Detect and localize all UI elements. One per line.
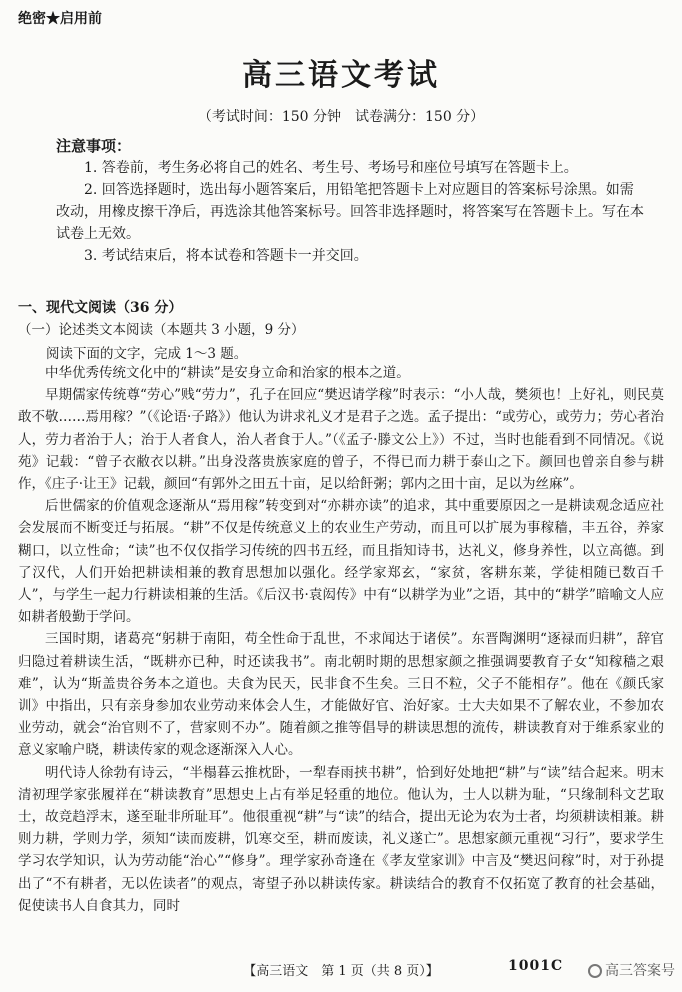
subsection-heading: （一）论述类文本阅读（本题共 3 小题，9 分） [18, 322, 305, 338]
reading-passage [18, 362, 664, 917]
watermark [588, 960, 675, 980]
watermark-text: 高三答案号 [605, 963, 675, 979]
section-heading: 一、现代文阅读（36 分） [18, 300, 183, 316]
passage-paragraph-4: 三国时期，诸葛亮“躬耕于南阳，苟全性命于乱世，不求闻达于诸侯”。东晋陶渊明“逐禄而归耕”，辞官归隐过着耕读生活，“既耕亦已种，时还读我书”。南北朝时期的思想家颜之推强调要教育子女“知稼穑之艰难”，认为“斯盖贵谷务本之道也。夫食为民天，民非食不生矣。三日不粒，父子不能相存”。他在《颜氏家训》中指出，只有亲身参加农业劳动来体会人生，才能做好官、治好家。士大夫如果不了解农业，不参加农业劳动，就会“治官则不了，营家则不办”。随着颜之推等倡导的耕读思想的流传，耕读教育对于维系家业的意义家喻户晓，耕读传家的观念逐渐深入人心。 [18, 631, 664, 759]
reading-instruction: 阅读下面的文字，完成 1～3 题。 [46, 346, 248, 362]
passage-paragraph-2: 早期儒家传统尊“劳心”贱“劳力”，孔子在回应“樊迟请学稼”时表示：“小人哉，樊须也！上好礼，则民莫敢不敬……焉用稼？”（《论语·子路》）他认为讲求礼义才是君子之选。孟子提出：“或劳心，或劳力；劳心者治人，劳力者治于人；治于人者食人，治人者食于人。”（《孟子·滕文公上》）不过，当时也能看到不同情况。《说苑》记载：“曾子衣敝衣以耕。”出身没落贵族家庭的曾子，不得已而力耕于泰山之下。颜回也曾亲自参与耕作，《庄子·让王》记载，颜回“有郭外之田五十亩，足以给飦粥；郭内之田十亩，足以为丝麻”。 [18, 387, 664, 493]
note-item-1: 1. 答卷前，考生务必将自己的姓名、考生号、考场号和座位号填写在答题卡上。 [84, 160, 578, 176]
page-title: 高三语文考试 [242, 58, 440, 93]
exam-code: 1001C [508, 958, 564, 974]
passage-paragraph-5: 明代诗人徐勃有诗云，“半榻暮云推枕卧，一犁春雨挟书耕”，恰到好处地把“耕”与“读”结合起来。明末清初理学家张履祥在“耕读教育”思想史上占有举足轻重的地位。他认为，士人以耕为耻，“只缘制科文艺取士，故竞趋浮末，遂至耻非所耻耳”。他很重视“耕”与“读”的结合，提出无论为农为士者，均须耕读相兼。耕则力耕，学则力学，须知“读而废耕，饥寒交至，耕而废读，礼义遂亡”。思想家颜元重视“习行”，要求学生学习农学知识，认为劳动能“治心”“修身”。理学家孙奇逢在《孝友堂家训》中言及“樊迟问稼”时，对于孙提出了“不有耕者，无以佐读者”的观点，寄望子孙以耕读传家。耕读结合的教育不仅拓宽了教育的社会基础，促使读书人自食其力，同时 [18, 764, 664, 914]
passage-paragraph-3: 后世儒家的价值观念逐渐从“焉用稼”转变到对“亦耕亦读”的追求，其中重要原因之一是耕读观念适应社会发展而不断变迁与拓展。“耕”不仅是传统意义上的农业生产劳动，而且可以扩展为事稼穑，丰五谷，养家糊口，以立性命；“读”也不仅仅指学习传统的四书五经，而且指知诗书，达礼义，修身养性，以立高德。到了汉代，人们开始把耕读相兼的教育思想加以强化。经学家郑玄，“家贫，客耕东莱，学徒相随已数百千人”，与学生一起力行耕读相兼的生活。《后汉书·袁闳传》中有“以耕学为业”之语，其中的“耕学”暗喻文人应如耕者般勤于学问。 [18, 498, 664, 626]
watermark-icon [588, 964, 602, 978]
exam-info: （考试时间：150 分钟 试卷满分：150 分） [197, 109, 485, 125]
note-item-2: 2. 回答选择题时，选出每小题答案后，用铅笔把答题卡上对应题目的答案标号涂黑。如需改动，用橡皮擦干净后，再选涂其他答案标号。回答非选择题时，将答案写在答题卡上。写在本试卷上无效。 [56, 182, 644, 242]
notes-heading: 注意事项： [56, 137, 132, 155]
secret-label: 绝密★启用前 [18, 11, 102, 27]
passage-paragraph-1: 中华优秀传统文化中的“耕读”是安身立命和治家的根本之道。 [45, 365, 410, 381]
note-item-3: 3. 考试结束后，将本试卷和答题卡一并交回。 [84, 248, 368, 264]
page-footer: 【高三语文 第 1 页（共 8 页）】 [243, 964, 439, 979]
